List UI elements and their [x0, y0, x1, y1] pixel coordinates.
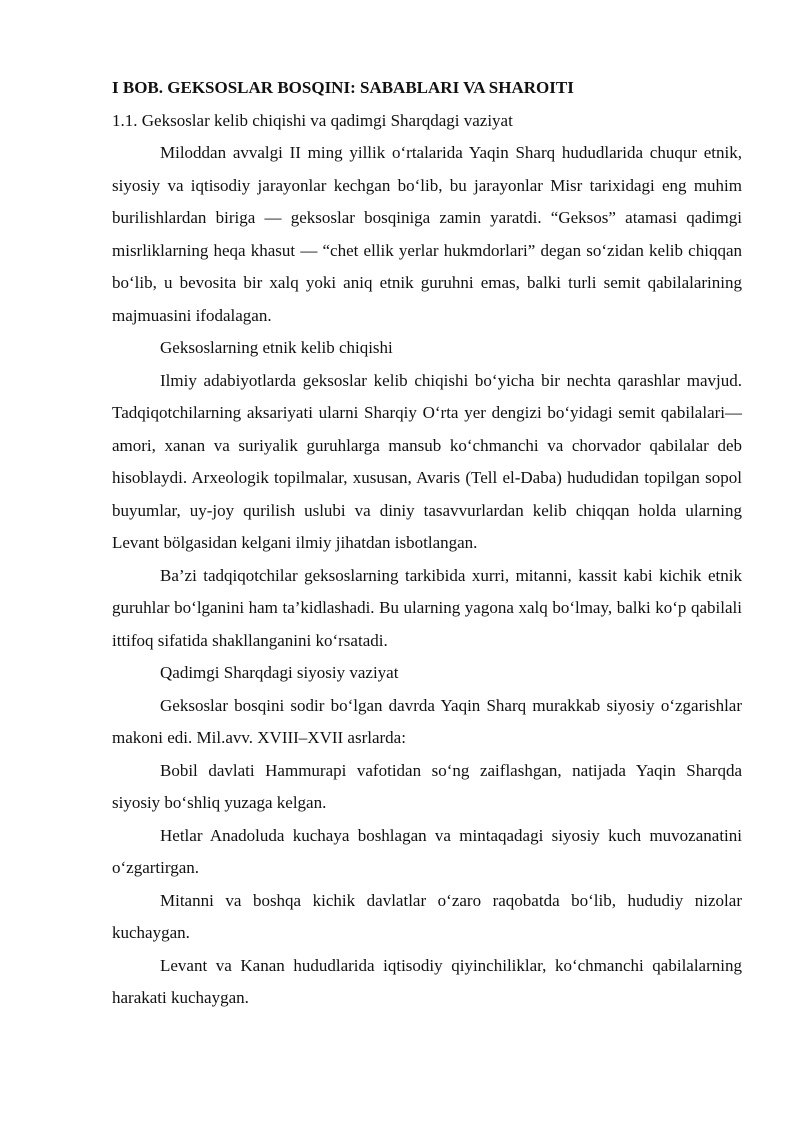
subsection-label-ethnic-origin: Geksoslarning etnik kelib chiqishi — [160, 338, 393, 357]
paragraph-intro: Miloddan avvalgi II ming yillik o‘rtalarida Yaqin Sharq hududlarida chuqur etnik, siyosiy va iqtisodiy jarayonlar kechgan bo‘lib, bu jarayonlar Misr tarixidagi eng muhim burilishlardan biriga — geksoslar bosqiniga zamin yaratdi. “Geksos” atamasi qadimgi misrliklarning heqa khasut — “chet ellik yerlar hukmdorlari” degan so‘zidan kelib chiqqan bo‘lib, u bevosita bir xalq yoki aniq etnik guruhni emas, balki turli semit qabilalarining majmuasini ifodalagan. — [112, 143, 742, 325]
paragraph-hittites: Hetlar Anadoluda kuchaya boshlagan va mintaqadagi siyosiy kuch muvozanatini o‘zgartirgan. — [112, 825, 742, 877]
paragraph-ethnic-origin: Ilmiy adabiyotlarda geksoslar kelib chiqishi bo‘yicha bir nechta qarashlar mavjud. Tadqiqotchilarning aksariyati ularni Sharqiy O‘rta yer dengizi bo‘yidagi semit qabilalari— amori, xanan va suriyalik guruhlarga mansub ko‘chmanchi va chorvador qabilalar deb hisoblaydi. Arxeologik topilmalar, xususan, Avaris (Tell el-Daba) hududidan topilgan sopol buyumlar, uy-joy qurilish uslubi va diniy tasavvurlardan kelib chiqqan holda ularning Levant bölgasidan kelgani ilmiy jihatdan isbotlangan. — [112, 370, 742, 552]
paragraph-political-intro: Geksoslar bosqini sodir bo‘lgan davrda Yaqin Sharq murakkab siyosiy o‘zgarishlar makoni edi. Mil.avv. XVIII–XVII asrlarda: — [112, 695, 742, 747]
paragraph-mitanni: Mitanni va boshqa kichik davlatlar o‘zaro raqobatda bo‘lib, hududiy nizolar kuchaygan. — [112, 890, 742, 942]
document-body — [112, 72, 742, 1015]
chapter-title: I BOB. GEKSOSLAR BOSQINI: SABABLARI VA SHAROITI — [112, 78, 574, 97]
paragraph-ethnic-groups: Ba’zi tadqiqotchilar geksoslarning tarkibida xurri, mitanni, kassit kabi kichik etnik guruhlar bo‘lganini ham ta’kidlashadi. Bu ularning yagona xalq bo‘lmay, balki ko‘p qabilali ittifoq sifatida shakllanganini ko‘rsatadi. — [112, 565, 742, 650]
paragraph-babylon: Bobil davlati Hammurapi vafotidan so‘ng zaiflashgan, natijada Yaqin Sharqda siyosiy bo‘shliq yuzaga kelgan. — [112, 760, 742, 812]
subsection-label-political-situation: Qadimgi Sharqdagi siyosiy vaziyat — [160, 663, 399, 682]
section-title: 1.1. Geksoslar kelib chiqishi va qadimgi Sharqdagi vaziyat — [112, 110, 513, 130]
paragraph-levant: Levant va Kanan hududlarida iqtisodiy qiyinchiliklar, ko‘chmanchi qabilalarning harakati kuchaygan. — [112, 955, 742, 1007]
